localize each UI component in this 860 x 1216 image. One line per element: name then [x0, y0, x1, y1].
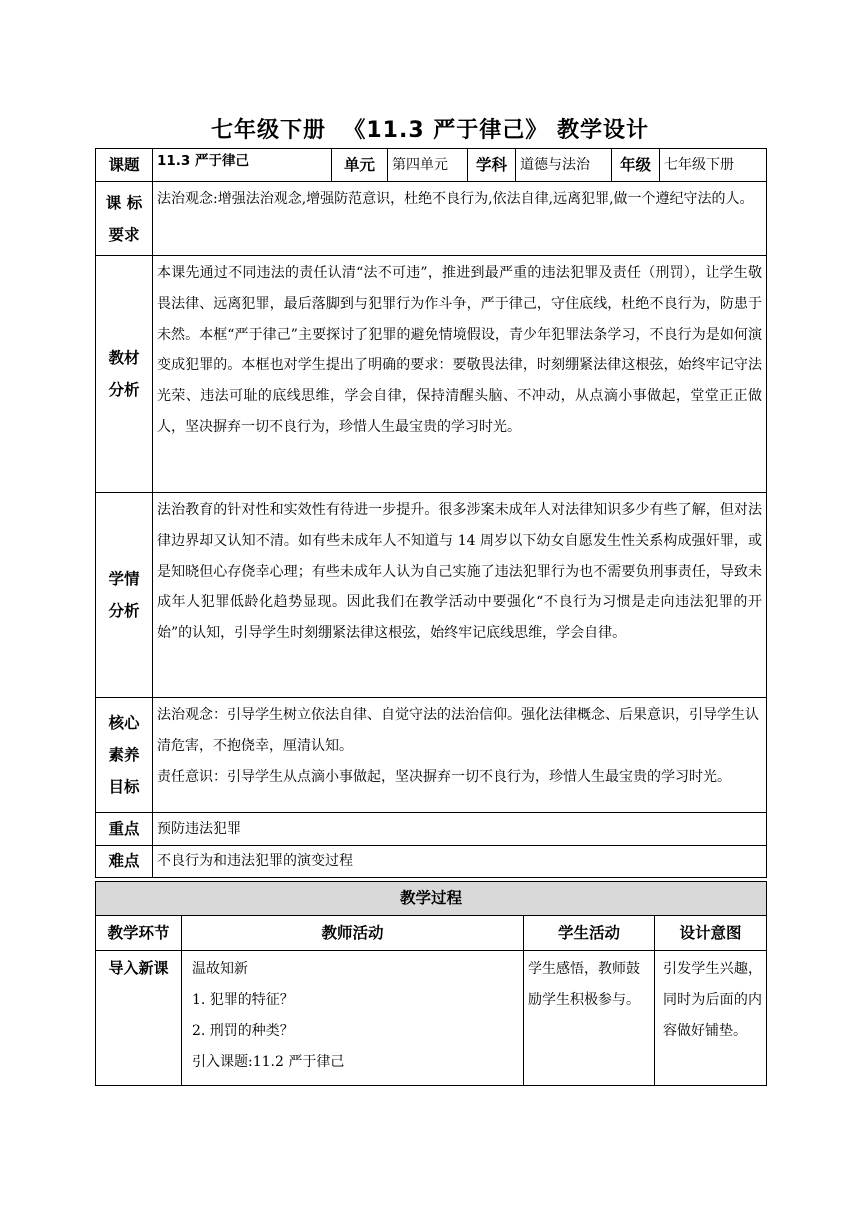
- col-intent: 设计意图: [655, 916, 767, 951]
- design-intent: 引发学生兴趣，同时为后面的内容做好铺垫。: [655, 951, 767, 1086]
- col-teacher: 教师活动: [182, 916, 524, 951]
- process-header: 教学过程: [96, 882, 767, 916]
- standard-row: [96, 182, 767, 256]
- students-analysis-text: 法治教育的针对性和实效性有待进一步提升。很多涉案未成年人对法律知识多少有些了解，但对法律边界却又认知不清。如有些未成年人不知道与 14 周岁以下幼女自愿发生性关系构成强奸罪，或是知晓但心存侥幸心理；有些未成年人认为自己实施了违法犯罪行为也不需要负刑事责任，导致未成年人犯罪低龄化趋势显现。因此我们在教学活动中要强化“不良行为习惯是走向违法犯罪的开始”的认知，引导学生时刻绷紧法律这根弦，始终牢记底线思维，学会自律。: [153, 493, 767, 698]
- document-title: 七年级下册 《11.3 严于律己》 教学设计: [211, 118, 649, 143]
- col-student: 学生活动: [524, 916, 655, 951]
- topic-value: 11.3 严于律己: [153, 149, 332, 182]
- core-goal-responsibility: 责任意识：引导学生从点滴小事做起，坚决摒弃一切不良行为，珍惜人生最宝贵的学习时光。: [157, 768, 731, 785]
- standard-label: [96, 182, 153, 256]
- teaching-process-table: [95, 881, 767, 1086]
- subject-value: 道德与法治: [516, 149, 612, 182]
- textbook-label-line-2: 分析: [108, 381, 140, 399]
- standard-label-line-1: 课 标: [105, 193, 143, 212]
- core-goal-law: 法治观念：引导学生树立依法自律、自觉守法的法治信仰。强化法律概念、后果意识，引导学生认清危害，不抱侥幸，厘清认知。: [157, 707, 759, 754]
- textbook-analysis-text: 本课先通过不同违法的责任认清“法不可违”，推进到最严重的违法犯罪及责任（刑罚），让学生敬畏法律、远离犯罪，最后落脚到与犯罪行为作斗争，严于律己，守住底线，杜绝不良行为，防患于未然。本框“严于律己”主要探讨了犯罪的避免情境假设，青少年犯罪法条学习，不良行为是如何演变成犯罪的。本框也对学生提出了明确的要求：要敬畏法律，时刻绷紧法律这根弦，始终牢记守法光荣、违法可耻的底线思维，学会自律，保持清醒头脑、不冲动，从点滴小事做起，堂堂正正做人，坚决摒弃一切不良行为，珍惜人生最宝贵的学习时光。: [153, 256, 767, 493]
- difficulty-text: 不良行为和违法犯罪的演变过程: [153, 846, 767, 878]
- textbook-label: [96, 256, 153, 493]
- teacher-line-2: 1. 犯罪的特征？: [192, 992, 294, 1008]
- col-stage: 教学环节: [96, 916, 182, 951]
- textbook-row: [96, 256, 767, 493]
- grade-label: 年级: [612, 149, 660, 182]
- grade-value: 七年级下册: [660, 149, 767, 182]
- teacher-line-3: 2. 刑罚的种类？: [192, 1023, 294, 1039]
- difficulty-label: 难点: [96, 846, 153, 878]
- core-goals: [153, 698, 767, 813]
- teacher-line-4: 引入课题:11.2 严于律己: [192, 1054, 345, 1070]
- subject-label: 学科: [468, 149, 516, 182]
- textbook-label-line-1: 教材: [108, 349, 140, 367]
- lesson-info-table: [95, 148, 767, 878]
- topic-label: 课题: [96, 149, 153, 182]
- stage-intro: 导入新课: [96, 951, 182, 1086]
- teacher-activity: [182, 951, 524, 1086]
- teacher-line-1: 温故知新: [192, 961, 248, 977]
- unit-value: 第四单元: [388, 149, 468, 182]
- students-row: [96, 493, 767, 698]
- key-point-label: 重点: [96, 813, 153, 846]
- core-label: [96, 698, 153, 813]
- process-row-intro: [96, 951, 767, 1086]
- students-label: [96, 493, 153, 698]
- standard-label-line-2: 要求: [108, 225, 140, 244]
- student-activity: 学生感悟，教师鼓励学生积极参与。: [524, 951, 655, 1086]
- core-label-line-2: 素养: [108, 746, 140, 764]
- unit-label: 单元: [332, 149, 388, 182]
- core-row: [96, 698, 767, 813]
- core-label-line-1: 核心: [108, 714, 140, 732]
- students-label-line-1: 学情: [108, 570, 140, 588]
- difficulty-row: [96, 846, 767, 878]
- core-label-line-3: 目标: [108, 778, 140, 796]
- key-point-text: 预防违法犯罪: [153, 813, 767, 846]
- process-column-row: [96, 916, 767, 951]
- info-row: [96, 149, 767, 182]
- students-label-line-2: 分析: [108, 602, 140, 620]
- key-point-row: [96, 813, 767, 846]
- process-header-row: [96, 882, 767, 916]
- standard-text: 法治观念:增强法治观念,增强防范意识，杜绝不良行为,依法自律,远离犯罪,做一个遵纪守法的人。: [153, 182, 767, 256]
